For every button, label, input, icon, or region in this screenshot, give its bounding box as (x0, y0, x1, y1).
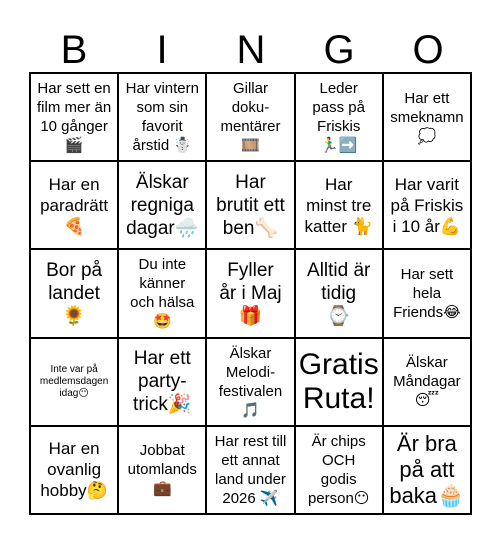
bingo-cell[interactable] (383, 338, 471, 426)
bingo-cell-text: Gratis Ruta! (298, 347, 379, 415)
bingo-cell-text: Bor på landet 🌻 (46, 259, 103, 327)
header-letter-i: I (156, 28, 168, 72)
bingo-cell[interactable] (30, 161, 118, 249)
bingo-cell-text: Jobbat utomlands 💼 (127, 442, 197, 498)
bingo-cell-text: Har rest till ett annat land under 2026 ✈️ (214, 432, 287, 507)
bingo-cell[interactable] (295, 73, 383, 161)
bingo-cell[interactable] (30, 338, 118, 426)
bingo-header (30, 28, 472, 72)
bingo-cell[interactable] (30, 249, 118, 337)
bingo-cell[interactable] (118, 161, 206, 249)
bingo-cell[interactable] (30, 426, 118, 514)
bingo-cell[interactable] (118, 249, 206, 337)
bingo-cell-text: Älskar regniga dagar🌧️ (126, 171, 199, 239)
bingo-cell-text: Har varit på Friskis i 10 år💪 (390, 174, 464, 236)
bingo-cell-text: Har ett smeknamn 💭 (390, 89, 464, 145)
header-letter-n: N (236, 28, 266, 72)
bingo-cell-text: Är chips OCH godis person😶 (307, 432, 370, 507)
bingo-cell-text: Har sett en film mer än 10 gånger 🎬 (37, 80, 112, 155)
bingo-cell-text: Inte var på medlemsdagen idag😶 (39, 363, 109, 399)
bingo-cell[interactable] (383, 161, 471, 249)
bingo-cell-text: Har en paradrätt 🍕 (40, 174, 109, 236)
bingo-cell-text: Gillar doku- mentärer 🎞️ (220, 80, 281, 155)
bingo-cell-text: Alltid är tidig ⌚ (307, 259, 371, 327)
bingo-cell[interactable] (206, 161, 294, 249)
bingo-card-grid (29, 72, 472, 515)
bingo-cell[interactable] (295, 161, 383, 249)
bingo-cell-text: Har en ovanlig hobby🤔 (40, 439, 108, 501)
bingo-cell[interactable] (118, 426, 206, 514)
bingo-cell[interactable] (383, 249, 471, 337)
bingo-cell-text: Har ett party- trick🎉 (133, 348, 192, 416)
bingo-cell[interactable] (30, 73, 118, 161)
header-letter-g: G (323, 28, 355, 72)
bingo-cell[interactable] (383, 426, 471, 514)
bingo-cell-text: Älskar Melodi- festivalen 🎵 (218, 344, 283, 419)
bingo-cell[interactable] (118, 338, 206, 426)
header-letter-b: B (60, 28, 88, 72)
bingo-cell[interactable] (118, 73, 206, 161)
header-letter-o: O (412, 28, 444, 72)
bingo-cell[interactable] (206, 426, 294, 514)
bingo-cell-text: Fyller år i Maj 🎁 (219, 259, 282, 327)
bingo-cell[interactable] (295, 249, 383, 337)
bingo-cell-text: Har brutit ett ben🦴 (216, 171, 285, 239)
bingo-cell-text: Du inte känner och hälsa 🤩 (130, 256, 195, 331)
bingo-cell-text: Leder pass på Friskis 🏃‍♂️➡️ (312, 80, 365, 155)
bingo-cell[interactable] (295, 338, 383, 426)
bingo-cell[interactable] (383, 73, 471, 161)
bingo-cell-text: Älskar Måndagar 😴 (393, 354, 461, 410)
bingo-cell-text: Är bra på att baka🧁 (389, 430, 465, 508)
bingo-cell[interactable] (206, 73, 294, 161)
bingo-cell[interactable] (206, 249, 294, 337)
bingo-cell[interactable] (206, 338, 294, 426)
bingo-cell-text: Har vintern som sin favorit årstid ☃️ (125, 80, 199, 155)
bingo-cell-text: Har minst tre katter 🐈 (304, 174, 373, 236)
bingo-cell[interactable] (295, 426, 383, 514)
bingo-cell-text: Har sett hela Friends😂 (393, 265, 461, 321)
